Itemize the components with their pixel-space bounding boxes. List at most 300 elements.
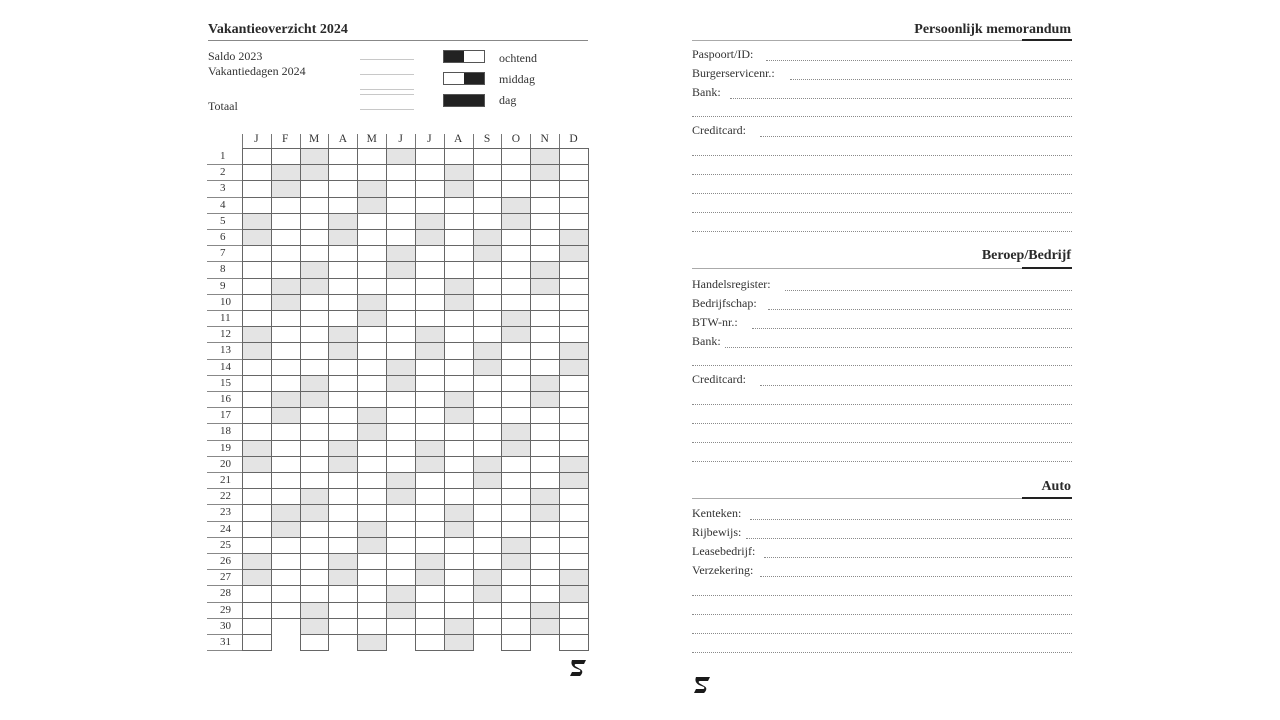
vacation-day-cell[interactable] bbox=[501, 472, 531, 489]
vacation-day-cell[interactable] bbox=[357, 245, 387, 262]
vacation-day-cell[interactable] bbox=[530, 359, 560, 376]
vacation-day-cell[interactable] bbox=[386, 229, 416, 246]
vacation-day-cell[interactable] bbox=[444, 326, 474, 343]
vacation-day-cell[interactable] bbox=[328, 504, 358, 521]
vacation-day-cell[interactable] bbox=[559, 391, 589, 408]
vacation-day-cell[interactable] bbox=[559, 423, 589, 440]
vacation-day-cell[interactable] bbox=[271, 407, 301, 424]
vacation-day-cell[interactable] bbox=[530, 164, 560, 181]
vacation-day-cell[interactable] bbox=[415, 488, 445, 505]
vacation-day-cell[interactable] bbox=[242, 602, 272, 619]
vacation-day-cell[interactable] bbox=[530, 294, 560, 311]
vacation-day-cell[interactable] bbox=[530, 391, 560, 408]
vacation-day-cell[interactable] bbox=[473, 326, 503, 343]
vacation-day-cell[interactable] bbox=[242, 310, 272, 327]
vacation-day-cell[interactable] bbox=[415, 213, 445, 230]
vacation-day-cell[interactable] bbox=[530, 537, 560, 554]
vacation-day-cell[interactable] bbox=[357, 180, 387, 197]
vacation-day-cell[interactable] bbox=[271, 537, 301, 554]
vacation-day-cell[interactable] bbox=[530, 569, 560, 586]
vacation-day-cell[interactable] bbox=[300, 294, 330, 311]
vacation-day-cell[interactable] bbox=[386, 553, 416, 570]
vacation-day-cell[interactable] bbox=[300, 310, 330, 327]
vacation-day-cell[interactable] bbox=[473, 602, 503, 619]
vacation-day-cell[interactable] bbox=[559, 213, 589, 230]
vacation-day-cell[interactable] bbox=[444, 472, 474, 489]
vacation-day-cell[interactable] bbox=[300, 180, 330, 197]
vacation-day-cell[interactable] bbox=[444, 197, 474, 214]
vacation-day-cell[interactable] bbox=[415, 261, 445, 278]
vacation-day-cell[interactable] bbox=[415, 407, 445, 424]
vacation-day-cell[interactable] bbox=[300, 618, 330, 635]
vacation-day-cell[interactable] bbox=[271, 245, 301, 262]
vacation-day-cell[interactable] bbox=[271, 148, 301, 165]
vacation-day-cell[interactable] bbox=[444, 440, 474, 457]
vacation-day-cell[interactable] bbox=[530, 488, 560, 505]
vacation-day-cell[interactable] bbox=[328, 278, 358, 295]
vacation-day-cell[interactable] bbox=[501, 294, 531, 311]
vacation-day-cell[interactable] bbox=[530, 342, 560, 359]
vacation-day-cell[interactable] bbox=[473, 261, 503, 278]
vacation-day-cell[interactable] bbox=[530, 618, 560, 635]
vacation-day-cell[interactable] bbox=[530, 148, 560, 165]
vacation-day-cell[interactable] bbox=[271, 197, 301, 214]
vacation-day-cell[interactable] bbox=[242, 585, 272, 602]
vacation-day-cell[interactable] bbox=[415, 294, 445, 311]
vacation-day-cell[interactable] bbox=[501, 197, 531, 214]
vacation-day-cell[interactable] bbox=[242, 504, 272, 521]
vacation-day-cell[interactable] bbox=[501, 488, 531, 505]
vacation-day-cell[interactable] bbox=[386, 602, 416, 619]
vacation-day-cell[interactable] bbox=[501, 440, 531, 457]
vacation-day-cell[interactable] bbox=[444, 537, 474, 554]
vacation-day-cell[interactable] bbox=[300, 602, 330, 619]
vacation-day-cell[interactable] bbox=[242, 553, 272, 570]
vacation-day-cell[interactable] bbox=[271, 310, 301, 327]
vacation-day-cell[interactable] bbox=[328, 618, 358, 635]
vacation-day-cell[interactable] bbox=[357, 294, 387, 311]
vacation-day-cell[interactable] bbox=[357, 213, 387, 230]
vacation-day-cell[interactable] bbox=[444, 148, 474, 165]
vacation-day-cell[interactable] bbox=[328, 164, 358, 181]
vacation-day-cell[interactable] bbox=[357, 602, 387, 619]
vacation-day-cell[interactable] bbox=[328, 440, 358, 457]
vacation-day-cell[interactable] bbox=[444, 553, 474, 570]
vacation-day-cell[interactable] bbox=[473, 245, 503, 262]
vacation-day-cell[interactable] bbox=[559, 245, 589, 262]
vacation-day-cell[interactable] bbox=[386, 440, 416, 457]
vacation-day-cell[interactable] bbox=[530, 326, 560, 343]
vacation-day-cell[interactable] bbox=[530, 278, 560, 295]
vacation-day-cell[interactable] bbox=[300, 391, 330, 408]
vacation-day-cell[interactable] bbox=[559, 278, 589, 295]
vacation-day-cell[interactable] bbox=[415, 602, 445, 619]
vacation-day-cell[interactable] bbox=[473, 504, 503, 521]
vacation-day-cell[interactable] bbox=[242, 440, 272, 457]
vacation-day-cell[interactable] bbox=[357, 472, 387, 489]
vacation-day-cell[interactable] bbox=[444, 180, 474, 197]
vacation-day-cell[interactable] bbox=[444, 164, 474, 181]
vacation-day-cell[interactable] bbox=[559, 310, 589, 327]
vacation-day-cell[interactable] bbox=[300, 440, 330, 457]
vacation-day-cell[interactable] bbox=[501, 326, 531, 343]
vacation-day-cell[interactable] bbox=[444, 359, 474, 376]
vacation-day-cell[interactable] bbox=[386, 326, 416, 343]
vacation-day-cell[interactable] bbox=[328, 375, 358, 392]
vacation-day-cell[interactable] bbox=[530, 423, 560, 440]
vacation-day-cell[interactable] bbox=[473, 553, 503, 570]
vacation-day-cell[interactable] bbox=[473, 488, 503, 505]
vacation-day-cell[interactable] bbox=[386, 391, 416, 408]
vacation-day-cell[interactable] bbox=[501, 569, 531, 586]
vacation-day-cell[interactable] bbox=[501, 585, 531, 602]
vacation-day-cell[interactable] bbox=[473, 164, 503, 181]
vacation-day-cell[interactable] bbox=[300, 585, 330, 602]
vacation-day-cell[interactable] bbox=[473, 148, 503, 165]
vacation-day-cell[interactable] bbox=[386, 213, 416, 230]
vacation-day-cell[interactable] bbox=[328, 326, 358, 343]
vacation-day-cell[interactable] bbox=[328, 197, 358, 214]
vacation-day-cell[interactable] bbox=[271, 294, 301, 311]
vacation-day-cell[interactable] bbox=[444, 423, 474, 440]
vacation-day-cell[interactable] bbox=[300, 553, 330, 570]
vacation-day-cell[interactable] bbox=[501, 278, 531, 295]
vacation-day-cell[interactable] bbox=[473, 537, 503, 554]
vacation-day-cell[interactable] bbox=[473, 423, 503, 440]
vacation-day-cell[interactable] bbox=[328, 488, 358, 505]
vacation-day-cell[interactable] bbox=[444, 229, 474, 246]
vacation-day-cell[interactable] bbox=[271, 440, 301, 457]
vacation-day-cell[interactable] bbox=[415, 180, 445, 197]
vacation-day-cell[interactable] bbox=[473, 375, 503, 392]
vacation-day-cell[interactable] bbox=[242, 278, 272, 295]
vacation-day-cell[interactable] bbox=[530, 375, 560, 392]
vacation-day-cell[interactable] bbox=[559, 326, 589, 343]
vacation-day-cell[interactable] bbox=[444, 488, 474, 505]
vacation-day-cell[interactable] bbox=[328, 585, 358, 602]
vacation-day-cell[interactable] bbox=[357, 553, 387, 570]
vacation-day-cell[interactable] bbox=[386, 569, 416, 586]
vacation-day-cell[interactable] bbox=[328, 602, 358, 619]
vacation-day-cell[interactable] bbox=[271, 326, 301, 343]
vacation-day-cell[interactable] bbox=[415, 423, 445, 440]
vacation-day-cell[interactable] bbox=[501, 504, 531, 521]
vacation-day-cell[interactable] bbox=[444, 391, 474, 408]
vacation-day-cell[interactable] bbox=[386, 261, 416, 278]
vacation-day-cell[interactable] bbox=[386, 278, 416, 295]
vacation-day-cell[interactable] bbox=[328, 294, 358, 311]
vacation-day-cell[interactable] bbox=[386, 197, 416, 214]
vacation-day-cell[interactable] bbox=[444, 213, 474, 230]
vacation-day-cell[interactable] bbox=[386, 504, 416, 521]
vacation-day-cell[interactable] bbox=[271, 456, 301, 473]
vacation-day-cell[interactable] bbox=[242, 391, 272, 408]
vacation-day-cell[interactable] bbox=[559, 537, 589, 554]
vacation-day-cell[interactable] bbox=[328, 213, 358, 230]
vacation-day-cell[interactable] bbox=[300, 472, 330, 489]
vacation-day-cell[interactable] bbox=[300, 261, 330, 278]
vacation-day-cell[interactable] bbox=[444, 569, 474, 586]
vacation-day-cell[interactable] bbox=[501, 634, 531, 651]
vacation-day-cell[interactable] bbox=[415, 375, 445, 392]
vacation-day-cell[interactable] bbox=[386, 407, 416, 424]
vacation-day-cell[interactable] bbox=[300, 229, 330, 246]
vacation-day-cell[interactable] bbox=[501, 537, 531, 554]
vacation-day-cell[interactable] bbox=[559, 229, 589, 246]
vacation-day-cell[interactable] bbox=[328, 148, 358, 165]
vacation-day-cell[interactable] bbox=[530, 213, 560, 230]
vacation-day-cell[interactable] bbox=[501, 229, 531, 246]
vacation-day-cell[interactable] bbox=[328, 261, 358, 278]
vacation-day-cell[interactable] bbox=[300, 213, 330, 230]
vacation-day-cell[interactable] bbox=[530, 440, 560, 457]
vacation-day-cell[interactable] bbox=[271, 504, 301, 521]
vacation-day-cell[interactable] bbox=[271, 261, 301, 278]
vacation-day-cell[interactable] bbox=[328, 407, 358, 424]
vacation-day-cell[interactable] bbox=[559, 634, 589, 651]
vacation-day-cell[interactable] bbox=[501, 423, 531, 440]
vacation-day-cell[interactable] bbox=[271, 375, 301, 392]
vacation-day-cell[interactable] bbox=[501, 375, 531, 392]
vacation-day-cell[interactable] bbox=[300, 521, 330, 538]
vacation-day-cell[interactable] bbox=[300, 634, 330, 651]
vacation-day-cell[interactable] bbox=[530, 261, 560, 278]
vacation-day-cell[interactable] bbox=[559, 359, 589, 376]
vacation-day-cell[interactable] bbox=[300, 488, 330, 505]
vacation-day-cell[interactable] bbox=[242, 634, 272, 651]
vacation-day-cell[interactable] bbox=[415, 326, 445, 343]
vacation-day-cell[interactable] bbox=[415, 148, 445, 165]
vacation-day-cell[interactable] bbox=[473, 197, 503, 214]
vacation-day-cell[interactable] bbox=[415, 245, 445, 262]
vacation-day-cell[interactable] bbox=[357, 229, 387, 246]
vacation-day-cell[interactable] bbox=[357, 407, 387, 424]
vacation-day-cell[interactable] bbox=[242, 521, 272, 538]
vacation-day-cell[interactable] bbox=[242, 164, 272, 181]
vacation-day-cell[interactable] bbox=[530, 472, 560, 489]
vacation-day-cell[interactable] bbox=[473, 359, 503, 376]
vacation-day-cell[interactable] bbox=[300, 423, 330, 440]
vacation-day-cell[interactable] bbox=[501, 342, 531, 359]
vacation-day-cell[interactable] bbox=[271, 229, 301, 246]
vacation-day-cell[interactable] bbox=[473, 521, 503, 538]
vacation-day-cell[interactable] bbox=[415, 229, 445, 246]
vacation-day-cell[interactable] bbox=[328, 553, 358, 570]
vacation-day-cell[interactable] bbox=[530, 180, 560, 197]
vacation-day-cell[interactable] bbox=[357, 326, 387, 343]
vacation-day-cell[interactable] bbox=[559, 456, 589, 473]
vacation-day-cell[interactable] bbox=[271, 585, 301, 602]
vacation-day-cell[interactable] bbox=[415, 278, 445, 295]
vacation-day-cell[interactable] bbox=[242, 423, 272, 440]
vacation-day-cell[interactable] bbox=[501, 391, 531, 408]
vacation-day-cell[interactable] bbox=[473, 585, 503, 602]
vacation-day-cell[interactable] bbox=[530, 229, 560, 246]
vacation-day-cell[interactable] bbox=[559, 504, 589, 521]
vacation-day-cell[interactable] bbox=[473, 569, 503, 586]
vacation-day-cell[interactable] bbox=[271, 359, 301, 376]
vacation-day-cell[interactable] bbox=[559, 375, 589, 392]
vacation-day-cell[interactable] bbox=[386, 294, 416, 311]
vacation-day-cell[interactable] bbox=[242, 359, 272, 376]
vacation-day-cell[interactable] bbox=[300, 407, 330, 424]
vacation-day-cell[interactable] bbox=[242, 618, 272, 635]
vacation-day-cell[interactable] bbox=[386, 245, 416, 262]
vacation-day-cell[interactable] bbox=[271, 213, 301, 230]
vacation-day-cell[interactable] bbox=[242, 375, 272, 392]
vacation-day-cell[interactable] bbox=[559, 569, 589, 586]
vacation-day-cell[interactable] bbox=[242, 407, 272, 424]
vacation-day-cell[interactable] bbox=[242, 569, 272, 586]
vacation-day-cell[interactable] bbox=[242, 229, 272, 246]
vacation-day-cell[interactable] bbox=[328, 521, 358, 538]
vacation-day-cell[interactable] bbox=[242, 326, 272, 343]
vacation-day-cell[interactable] bbox=[300, 245, 330, 262]
vacation-day-cell[interactable] bbox=[415, 618, 445, 635]
vacation-day-cell[interactable] bbox=[357, 634, 387, 651]
vacation-day-cell[interactable] bbox=[473, 472, 503, 489]
vacation-day-cell[interactable] bbox=[444, 634, 474, 651]
vacation-day-cell[interactable] bbox=[242, 537, 272, 554]
vacation-day-cell[interactable] bbox=[242, 261, 272, 278]
vacation-day-cell[interactable] bbox=[501, 180, 531, 197]
vacation-day-cell[interactable] bbox=[357, 375, 387, 392]
vacation-day-cell[interactable] bbox=[357, 521, 387, 538]
vacation-day-cell[interactable] bbox=[501, 521, 531, 538]
vacation-day-cell[interactable] bbox=[242, 180, 272, 197]
vacation-day-cell[interactable] bbox=[357, 261, 387, 278]
vacation-day-cell[interactable] bbox=[271, 602, 301, 619]
vacation-day-cell[interactable] bbox=[559, 553, 589, 570]
vacation-day-cell[interactable] bbox=[386, 164, 416, 181]
vacation-day-cell[interactable] bbox=[530, 197, 560, 214]
vacation-day-cell[interactable] bbox=[300, 278, 330, 295]
vacation-day-cell[interactable] bbox=[444, 342, 474, 359]
vacation-day-cell[interactable] bbox=[444, 375, 474, 392]
vacation-day-cell[interactable] bbox=[242, 245, 272, 262]
vacation-day-cell[interactable] bbox=[300, 164, 330, 181]
vacation-day-cell[interactable] bbox=[357, 359, 387, 376]
vacation-day-cell[interactable] bbox=[300, 375, 330, 392]
vacation-day-cell[interactable] bbox=[271, 472, 301, 489]
vacation-day-cell[interactable] bbox=[444, 504, 474, 521]
vacation-day-cell[interactable] bbox=[501, 213, 531, 230]
vacation-day-cell[interactable] bbox=[501, 407, 531, 424]
vacation-day-cell[interactable] bbox=[386, 456, 416, 473]
vacation-day-cell[interactable] bbox=[357, 197, 387, 214]
vacation-day-cell[interactable] bbox=[530, 407, 560, 424]
vacation-day-cell[interactable] bbox=[501, 618, 531, 635]
vacation-day-cell[interactable] bbox=[328, 423, 358, 440]
vacation-day-cell[interactable] bbox=[444, 294, 474, 311]
vacation-day-cell[interactable] bbox=[415, 164, 445, 181]
vacation-day-cell[interactable] bbox=[386, 423, 416, 440]
vacation-day-cell[interactable] bbox=[444, 278, 474, 295]
vacation-day-cell[interactable] bbox=[415, 504, 445, 521]
vacation-day-cell[interactable] bbox=[415, 197, 445, 214]
vacation-day-cell[interactable] bbox=[473, 278, 503, 295]
vacation-day-cell[interactable] bbox=[386, 375, 416, 392]
vacation-day-cell[interactable] bbox=[473, 342, 503, 359]
vacation-day-cell[interactable] bbox=[501, 148, 531, 165]
vacation-day-cell[interactable] bbox=[473, 213, 503, 230]
vacation-day-cell[interactable] bbox=[444, 407, 474, 424]
vacation-day-cell[interactable] bbox=[473, 229, 503, 246]
vacation-day-cell[interactable] bbox=[530, 521, 560, 538]
vacation-day-cell[interactable] bbox=[530, 504, 560, 521]
vacation-day-cell[interactable] bbox=[501, 164, 531, 181]
vacation-day-cell[interactable] bbox=[357, 569, 387, 586]
vacation-day-cell[interactable] bbox=[444, 521, 474, 538]
vacation-day-cell[interactable] bbox=[559, 164, 589, 181]
vacation-day-cell[interactable] bbox=[530, 585, 560, 602]
vacation-day-cell[interactable] bbox=[530, 456, 560, 473]
vacation-day-cell[interactable] bbox=[559, 261, 589, 278]
vacation-day-cell[interactable] bbox=[559, 602, 589, 619]
vacation-day-cell[interactable] bbox=[415, 456, 445, 473]
vacation-day-cell[interactable] bbox=[242, 213, 272, 230]
vacation-day-cell[interactable] bbox=[242, 197, 272, 214]
vacation-day-cell[interactable] bbox=[415, 569, 445, 586]
vacation-day-cell[interactable] bbox=[271, 423, 301, 440]
vacation-day-cell[interactable] bbox=[357, 618, 387, 635]
vacation-day-cell[interactable] bbox=[530, 245, 560, 262]
vacation-day-cell[interactable] bbox=[271, 342, 301, 359]
vacation-day-cell[interactable] bbox=[357, 585, 387, 602]
vacation-day-cell[interactable] bbox=[501, 359, 531, 376]
vacation-day-cell[interactable] bbox=[271, 180, 301, 197]
vacation-day-cell[interactable] bbox=[271, 553, 301, 570]
vacation-day-cell[interactable] bbox=[559, 407, 589, 424]
vacation-day-cell[interactable] bbox=[328, 456, 358, 473]
vacation-day-cell[interactable] bbox=[473, 294, 503, 311]
vacation-day-cell[interactable] bbox=[386, 310, 416, 327]
vacation-day-cell[interactable] bbox=[271, 569, 301, 586]
vacation-day-cell[interactable] bbox=[357, 164, 387, 181]
vacation-day-cell[interactable] bbox=[501, 310, 531, 327]
vacation-day-cell[interactable] bbox=[242, 488, 272, 505]
vacation-day-cell[interactable] bbox=[444, 456, 474, 473]
vacation-day-cell[interactable] bbox=[386, 618, 416, 635]
vacation-day-cell[interactable] bbox=[386, 148, 416, 165]
vacation-day-cell[interactable] bbox=[328, 310, 358, 327]
vacation-day-cell[interactable] bbox=[501, 456, 531, 473]
vacation-day-cell[interactable] bbox=[357, 488, 387, 505]
vacation-day-cell[interactable] bbox=[357, 456, 387, 473]
vacation-day-cell[interactable] bbox=[357, 278, 387, 295]
vacation-day-cell[interactable] bbox=[473, 407, 503, 424]
vacation-day-cell[interactable] bbox=[559, 197, 589, 214]
vacation-day-cell[interactable] bbox=[530, 310, 560, 327]
vacation-day-cell[interactable] bbox=[530, 602, 560, 619]
vacation-day-cell[interactable] bbox=[559, 521, 589, 538]
vacation-day-cell[interactable] bbox=[328, 359, 358, 376]
vacation-day-cell[interactable] bbox=[473, 310, 503, 327]
vacation-day-cell[interactable] bbox=[559, 472, 589, 489]
vacation-day-cell[interactable] bbox=[271, 164, 301, 181]
vacation-day-cell[interactable] bbox=[386, 359, 416, 376]
vacation-day-cell[interactable] bbox=[559, 488, 589, 505]
vacation-day-cell[interactable] bbox=[300, 504, 330, 521]
vacation-day-cell[interactable] bbox=[300, 197, 330, 214]
vacation-day-cell[interactable] bbox=[242, 294, 272, 311]
vacation-day-cell[interactable] bbox=[300, 342, 330, 359]
vacation-day-cell[interactable] bbox=[444, 585, 474, 602]
vacation-day-cell[interactable] bbox=[242, 472, 272, 489]
vacation-day-cell[interactable] bbox=[501, 602, 531, 619]
vacation-day-cell[interactable] bbox=[501, 261, 531, 278]
vacation-day-cell[interactable] bbox=[559, 294, 589, 311]
